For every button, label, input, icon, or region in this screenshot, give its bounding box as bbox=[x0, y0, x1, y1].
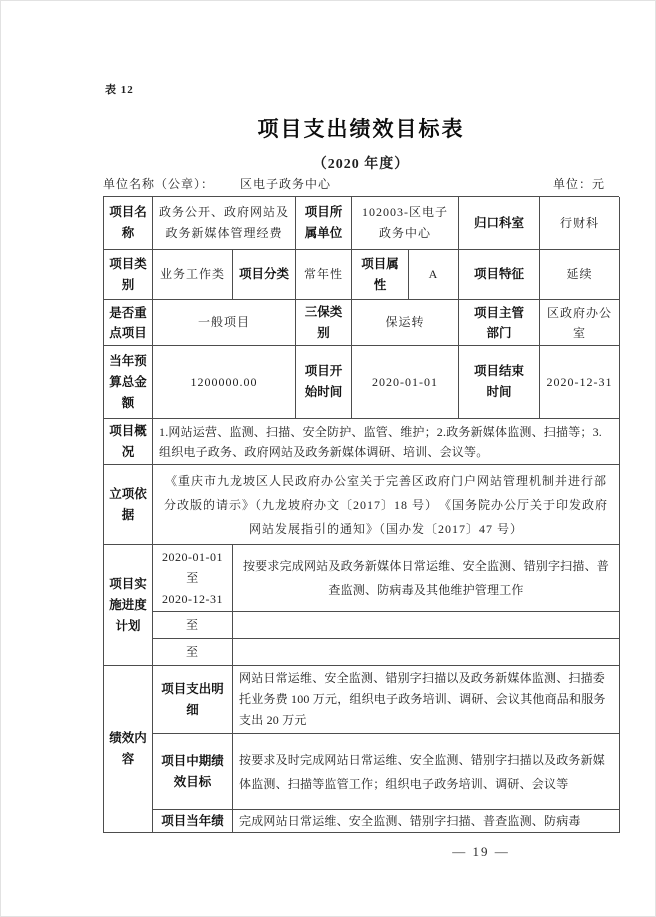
cell-label-owner-unit: 项目所属单位 bbox=[296, 197, 352, 250]
cell-label-annual-target: 项目当年绩 bbox=[153, 810, 233, 833]
cell-value-owner-unit: 102003-区电子政务中心 bbox=[352, 197, 459, 250]
unit-name-label: 单位名称（公章）： bbox=[103, 177, 215, 191]
cell-value-key-project: 一般项目 bbox=[153, 300, 296, 346]
cell-label-key-project: 是否重点项目 bbox=[104, 300, 153, 346]
cell-value-project-category: 业务工作类 bbox=[153, 250, 233, 300]
cell-value-project-overview: 1.网站运营、监测、扫描、安全防护、监管、维护；2.政务新媒体监测、扫描等；3.组织电子政务、政府网站及政务新媒体调研、培训、会议等。 bbox=[153, 419, 620, 465]
cell-schedule-period-2: 至 bbox=[153, 612, 233, 639]
cell-label-sanbao-class: 三保类别 bbox=[296, 300, 352, 346]
cell-schedule-task-2 bbox=[233, 612, 620, 639]
cell-value-annual-target: 完成网站日常运维、安全监测、错别字扫描、普查监测、防病毒 bbox=[233, 810, 620, 833]
cell-label-project-class: 项目分类 bbox=[233, 250, 296, 300]
cell-label-midterm-target: 项目中期绩效目标 bbox=[153, 734, 233, 810]
cell-label-implementation-plan: 项目实施进度计划 bbox=[104, 545, 153, 666]
cell-schedule-task-3 bbox=[233, 639, 620, 666]
cell-value-start-date: 2020-01-01 bbox=[352, 346, 459, 419]
performance-target-table bbox=[103, 196, 619, 833]
cell-label-project-feature: 项目特征 bbox=[459, 250, 540, 300]
cell-value-expenditure-detail: 网站日常运维、安全监测、错别字扫描以及政务新媒体监测、扫描委托业务费 100 万元，组织电子政务培训、调研、会议其他商品和服务支出 20 万元 bbox=[233, 666, 620, 734]
cell-value-project-name: 政务公开、政府网站及政务新媒体管理经费 bbox=[153, 197, 296, 250]
cell-value-sanbao-class: 保运转 bbox=[352, 300, 459, 346]
schedule-period-separator: 至 bbox=[186, 570, 199, 585]
cell-label-project-attribute: 项目属性 bbox=[352, 250, 409, 300]
cell-label-start-date: 项目开始时间 bbox=[296, 346, 352, 419]
page-number: — 19 — bbox=[452, 844, 510, 859]
cell-value-responsible-office: 行财科 bbox=[540, 197, 620, 250]
cell-label-approval-basis: 立项依据 bbox=[104, 465, 153, 545]
cell-label-project-category: 项目类别 bbox=[104, 250, 153, 300]
cell-label-responsible-office: 归口科室 bbox=[459, 197, 540, 250]
cell-label-end-date: 项目结束时间 bbox=[459, 346, 540, 419]
unit-name-group bbox=[103, 175, 331, 192]
cell-label-project-name: 项目名称 bbox=[104, 197, 153, 250]
cell-value-project-attribute: A bbox=[409, 250, 459, 300]
cell-label-expenditure-detail: 项目支出明细 bbox=[153, 666, 233, 734]
cell-label-annual-budget: 当年预算总金额 bbox=[104, 346, 153, 419]
cell-schedule-task-1: 按要求完成网站及政务新媒体日常运维、安全监测、错别字扫描、普查监测、防病毒及其他维护管理工作 bbox=[233, 545, 620, 612]
cell-label-supervising-dept: 项目主管部门 bbox=[459, 300, 540, 346]
cell-value-approval-basis: 《重庆市九龙坡区人民政府办公室关于完善区政府门户网站管理机制并进行部分改版的请示》（九龙坡府办文〔2017〕18 号） 《国务院办公厅关于印发政府网站发展指引的通知》（国办发〔2017〕47 号） bbox=[153, 465, 620, 545]
cell-schedule-period-1 bbox=[153, 545, 233, 612]
schedule-period-start: 2020-01-01 bbox=[162, 549, 223, 564]
cell-value-end-date: 2020-12-31 bbox=[540, 346, 620, 419]
cell-label-performance-content: 绩效内容 bbox=[104, 666, 153, 833]
table-number: 表 12 bbox=[105, 84, 134, 96]
cell-value-midterm-target: 按要求及时完成网站日常运维、安全监测、错别字扫描以及政务新媒体监测、扫描等监管工作；组织电子政务培训、调研、会议等 bbox=[233, 734, 620, 810]
page-title: 项目支出绩效目标表 bbox=[257, 118, 465, 141]
cell-value-supervising-dept: 区政府办公室 bbox=[540, 300, 620, 346]
cell-value-project-class: 常年性 bbox=[296, 250, 352, 300]
unit-info-row bbox=[103, 175, 619, 192]
cell-schedule-period-3: 至 bbox=[153, 639, 233, 666]
currency-unit-label: 单位：元 bbox=[552, 177, 605, 191]
schedule-period-end: 2020-12-31 bbox=[162, 591, 223, 606]
page-subtitle: （2020 年度） bbox=[312, 157, 410, 172]
cell-value-annual-budget: 1200000.00 bbox=[153, 346, 296, 419]
cell-value-project-feature: 延续 bbox=[540, 250, 620, 300]
cell-label-project-overview: 项目概况 bbox=[104, 419, 153, 465]
unit-name-value: 区电子政务中心 bbox=[240, 177, 332, 191]
